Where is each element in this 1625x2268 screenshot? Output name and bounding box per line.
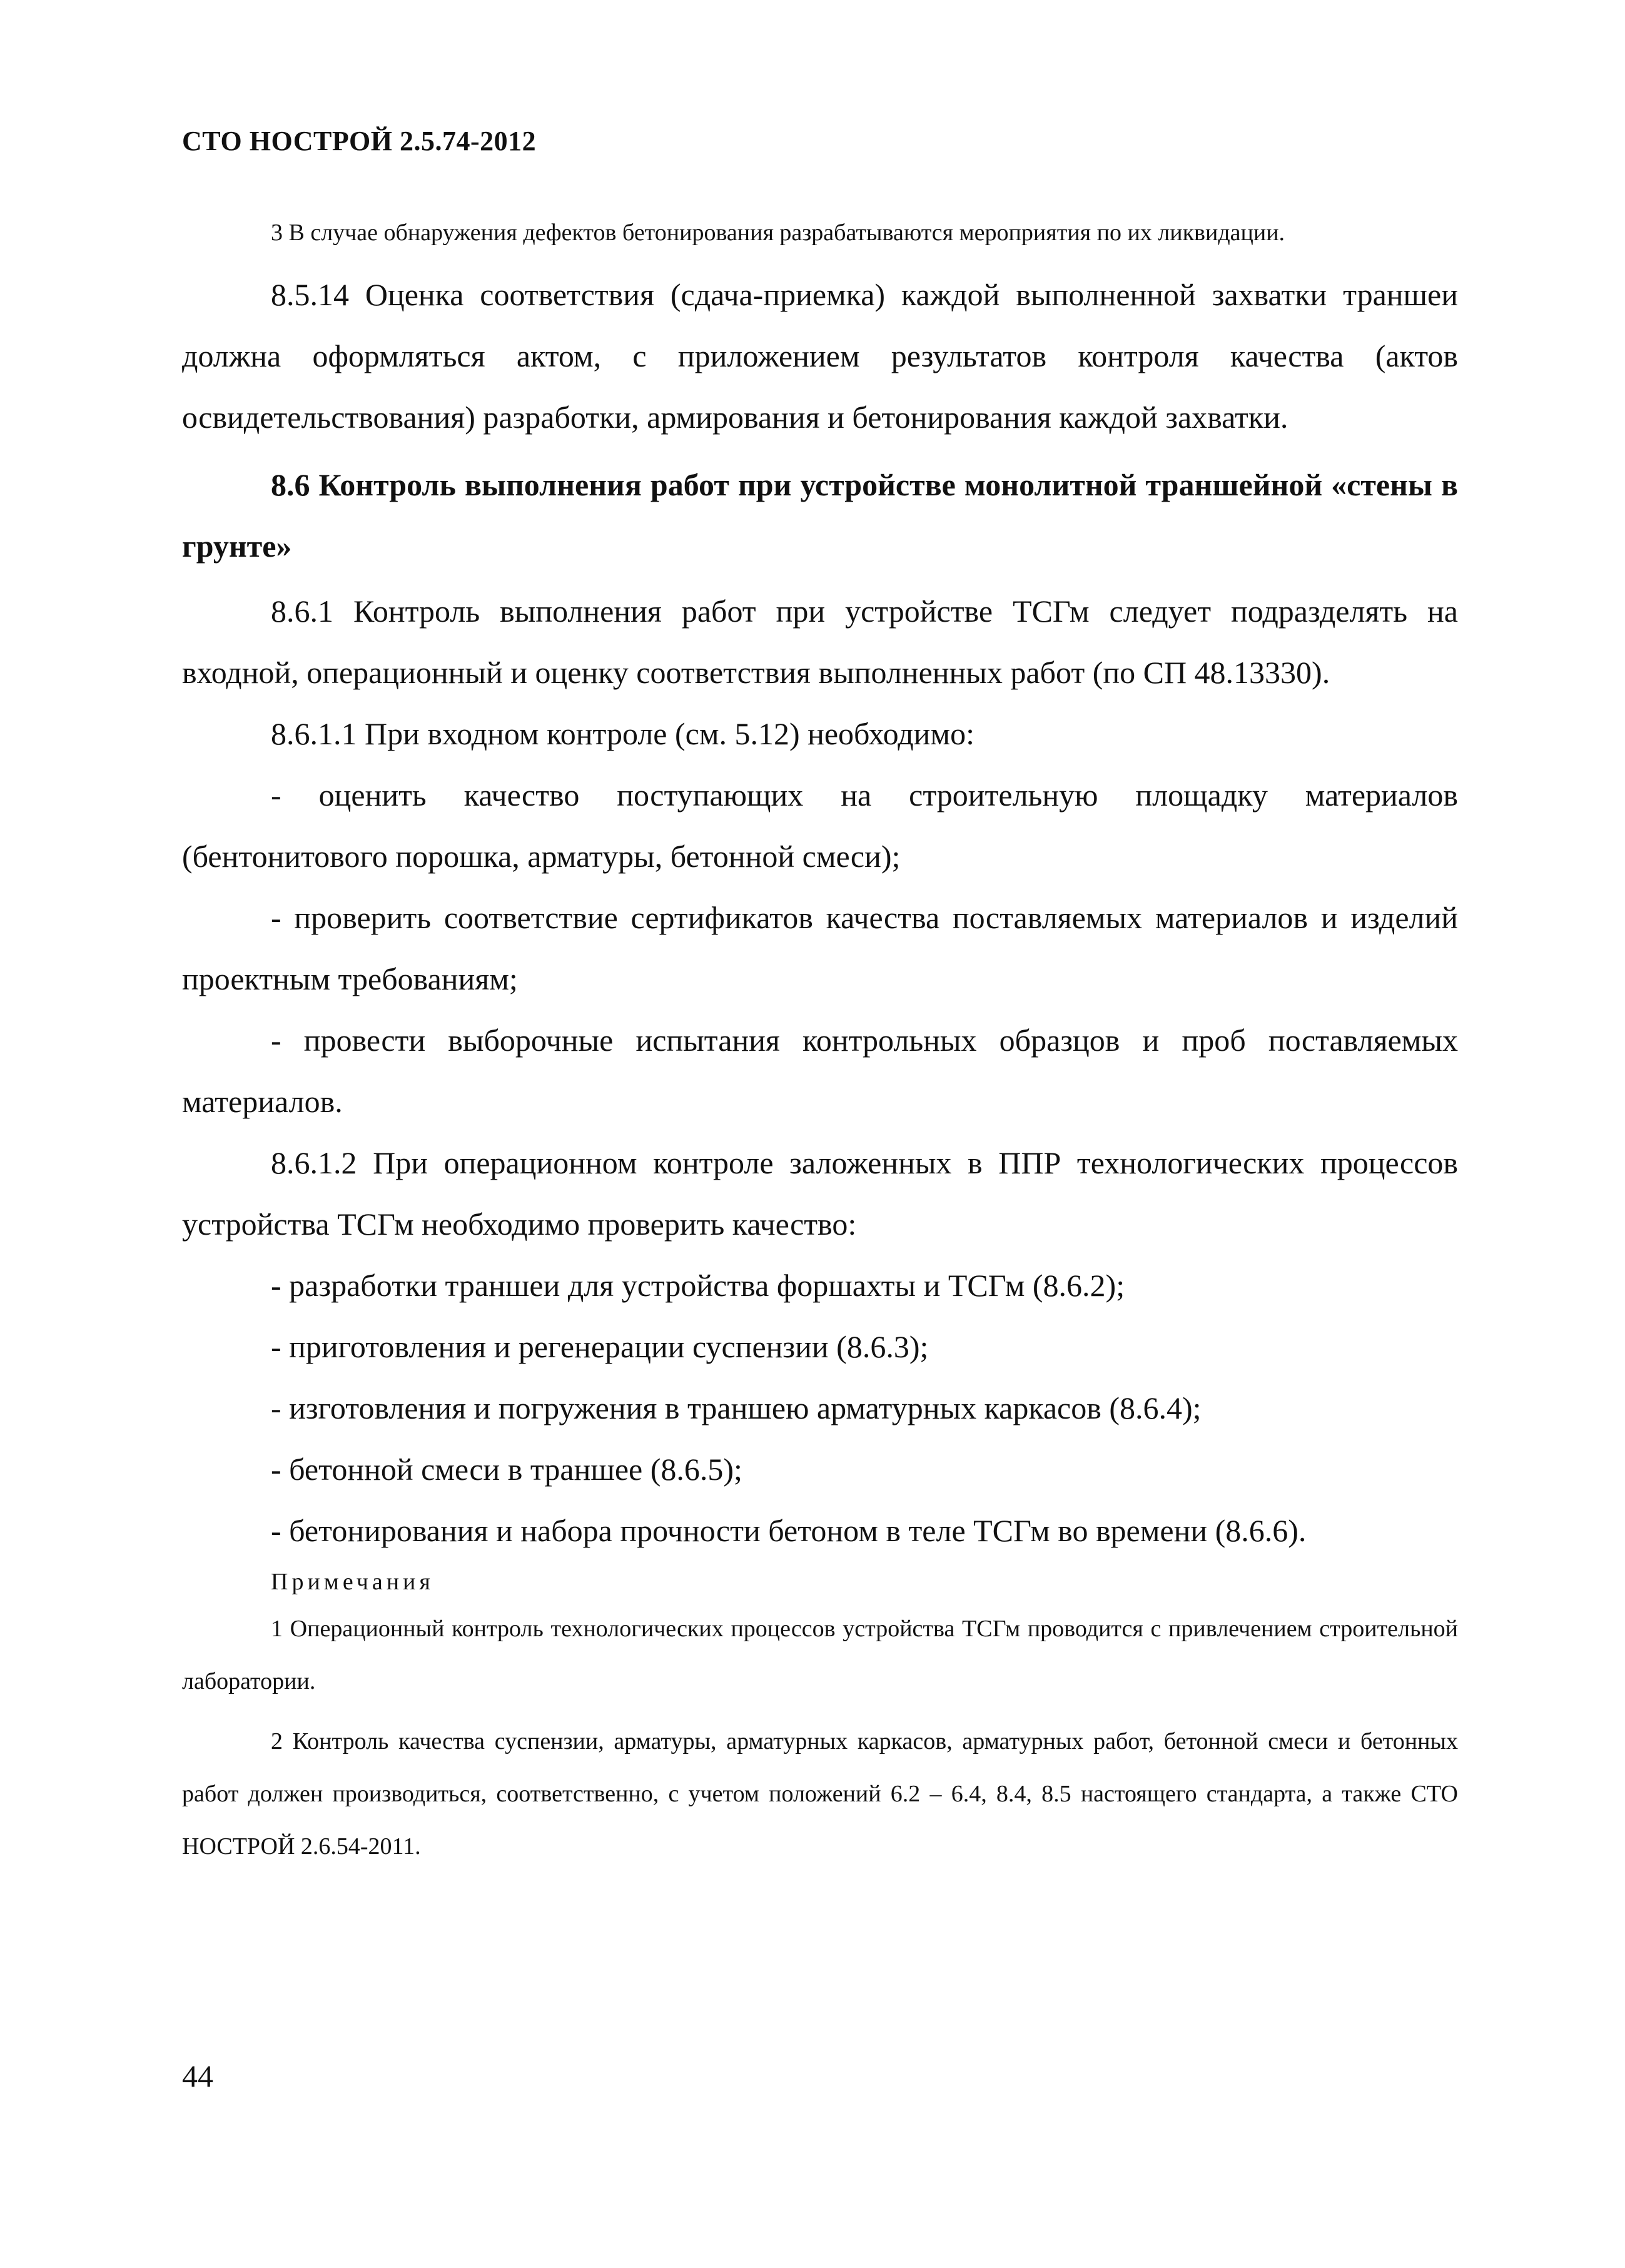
- notes-title: Примечания: [271, 1569, 434, 1595]
- list-item-input-3: - провести выборочные испытания контрольных образцов и проб поставляемых материалов.: [182, 1023, 1458, 1119]
- note-1: 1 Операционный контроль технологических процессов устройства ТСГм проводится с привлечением строительной лаборатории.: [182, 1616, 1458, 1694]
- paragraph-8-6-1-1: 8.6.1.1 При входном контроле (см. 5.12) необходимо:: [271, 716, 974, 751]
- paragraph-8-5-14: 8.5.14 Оценка соответствия (сдача-приемка) каждой выполненной захватки траншеи должна оформляться актом, с приложением результатов контроля качества (актов освидетельствования) разработки, армирования и бетонирования каждой захватки.: [182, 277, 1458, 435]
- list-item-operational-3: - изготовления и погружения в траншею арматурных каркасов (8.6.4);: [271, 1390, 1202, 1425]
- page-content: [182, 206, 1458, 1873]
- list-item-operational-1: - разработки траншеи для устройства форшахты и ТСГм (8.6.2);: [271, 1268, 1125, 1303]
- section-heading-8-6: 8.6 Контроль выполнения работ при устройстве монолитной траншейной «стены в грунте»: [182, 467, 1458, 564]
- list-item-operational-5: - бетонирования и набора прочности бетоном в теле ТСГм во времени (8.6.6).: [271, 1513, 1307, 1548]
- paragraph-8-6-1: 8.6.1 Контроль выполнения работ при устройстве ТСГм следует подразделять на входной, операционный и оценку соответствия выполненных работ (по СП 48.13330).: [182, 594, 1458, 690]
- list-item-operational-2: - приготовления и регенерации суспензии (8.6.3);: [271, 1329, 929, 1364]
- note-2: 2 Контроль качества суспензии, арматуры, арматурных каркасов, арматурных работ, бетонной смеси и бетонных работ должен производиться, соответственно, с учетом положений 6.2 – 6.4, 8.4, 8.5 настоящего стандарта, а также СТО НОСТРОЙ 2.6.54-2011.: [182, 1728, 1458, 1860]
- list-item-input-2: - проверить соответствие сертификатов качества поставляемых материалов и изделий проектным требованиям;: [182, 900, 1458, 996]
- paragraph-8-6-1-2: 8.6.1.2 При операционном контроле заложенных в ППР технологических процессов устройства ТСГм необходимо проверить качество:: [182, 1145, 1458, 1242]
- note-paragraph-3: 3 В случае обнаружения дефектов бетонирования разрабатываются мероприятия по их ликвидации.: [271, 220, 1285, 246]
- list-item-operational-4: - бетонной смеси в траншее (8.6.5);: [271, 1452, 742, 1487]
- document-header: СТО НОСТРОЙ 2.5.74-2012: [182, 126, 537, 156]
- page-number: 44: [182, 2058, 213, 2093]
- list-item-input-1: - оценить качество поступающих на строительную площадку материалов (бентонитового порошка, арматуры, бетонной смеси);: [182, 777, 1458, 874]
